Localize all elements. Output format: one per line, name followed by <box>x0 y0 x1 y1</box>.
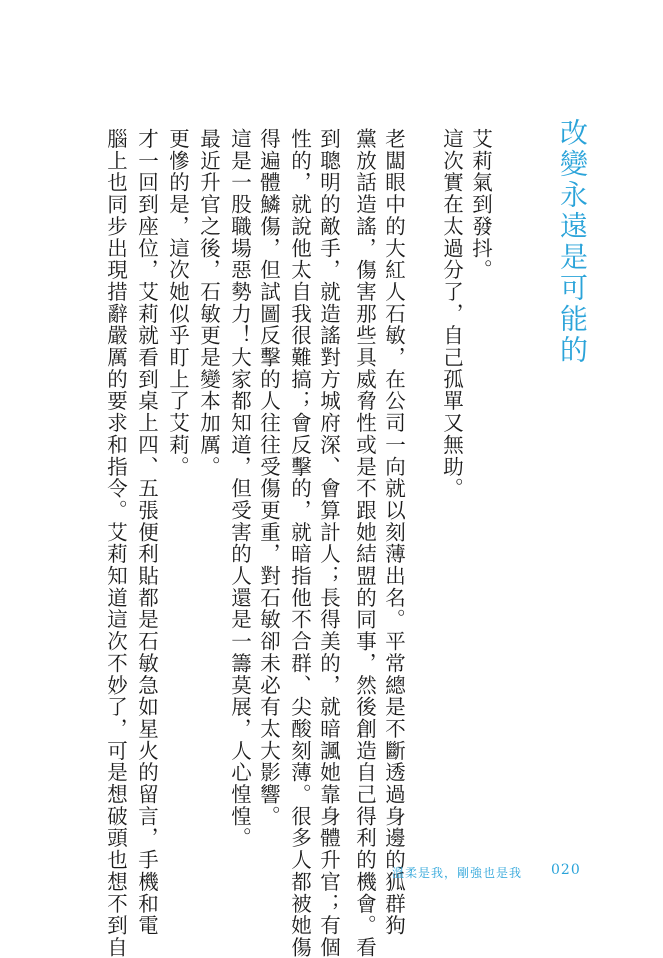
chapter-title: 改變永遠是可能的 <box>556 118 589 366</box>
text-column: 黨放話造謠，傷害那些具威脅性或是不跟她結盟的同事，然後創造自己得利的機會。看 <box>352 128 377 958</box>
page-number: 020 <box>551 862 581 878</box>
text-column: 到聰明的敵手，就造謠對方城府深、會算計人；長得美的，就暗諷她靠身體升官；有個 <box>316 128 341 958</box>
text-column: 性的，就說他太自我很難搞；會反擊的，就暗指他不合群、尖酸刻薄。很多人都被她傷 <box>287 128 312 958</box>
text-column: 這是一股職場惡勢力！大家都知道，但受害的人還是一籌莫展，人心惶惶。 <box>227 128 252 850</box>
text-column: 得遍體鱗傷，但試圖反擊的人往往受傷更重，對石敏卻未必有太大影響。 <box>256 128 281 828</box>
text-column: 腦上也同步出現措辭嚴厲的要求和指令。艾莉知道這次不妙了，可是想破頭也想不到自 <box>103 128 128 958</box>
text-column: 老闆眼中的大紅人石敏，在公司一向就以刻薄出名。平常總是不斷透過身邊的狐群狗 <box>381 128 406 937</box>
text-column: 艾莉氣到發抖。 <box>468 128 493 281</box>
text-column: 這次實在太過分了，自己孤單又無助。 <box>439 128 464 500</box>
text-column: 更慘的是，這次她似乎盯上了艾莉。 <box>165 128 190 478</box>
text-column: 才一回到座位，艾莉就看到桌上四、五張便利貼都是石敏急如星火的留言，手機和電 <box>134 128 159 937</box>
running-title: 溫柔是我，剛強也是我 <box>392 866 523 880</box>
text-column: 最近升官之後，石敏更是變本加厲。 <box>196 128 221 478</box>
